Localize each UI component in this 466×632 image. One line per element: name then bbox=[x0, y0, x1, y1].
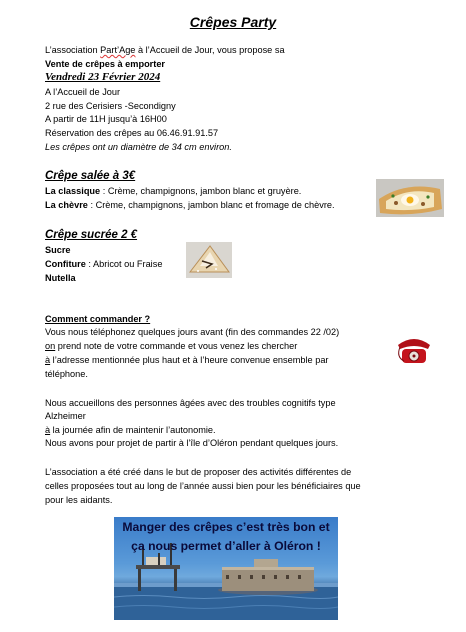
commander-line-4: téléphone. bbox=[45, 369, 88, 379]
commander-line-3 bbox=[45, 354, 328, 367]
accueil-line-2: Alzheimer bbox=[45, 411, 86, 421]
telephone-icon bbox=[392, 331, 436, 367]
item-chevre-name: La chèvre bbox=[45, 200, 88, 210]
event-place: A l’Accueil de Jour bbox=[45, 87, 121, 97]
item-confiture-desc: : Abricot ou Fraise bbox=[85, 259, 163, 269]
commander-line-1: Vous nous téléphonez quelques jours avant (fin des commandes 22 /02) bbox=[45, 327, 340, 337]
association-line-3: pour les aidants. bbox=[45, 495, 113, 505]
accueil-line-4: Nous avons pour projet de partir à l’île d’Oléron pendant quelques jours. bbox=[45, 438, 339, 448]
event-hours: A partir de 11H jusqu’à 16H00 bbox=[45, 114, 167, 124]
item-chevre-desc: : Crème, champignons, jambon blanc et fromage de chèvre. bbox=[87, 200, 335, 210]
item-confiture-name: Confiture bbox=[45, 259, 86, 269]
intro-line-2: Vente de crêpes à emporter bbox=[45, 59, 166, 69]
item-classique-desc: : Crème, champignons, jambon blanc et gruyère. bbox=[100, 186, 302, 196]
accueil-line-3 bbox=[45, 424, 216, 437]
commander-line-2-rest: prend note de votre commande et vous venez les chercher bbox=[55, 341, 298, 351]
commander-line-2-start: on bbox=[45, 341, 56, 351]
reservation-phone: Réservation des crêpes au 06.46.91.91.57 bbox=[45, 128, 219, 138]
event-address: 2 rue des Cerisiers -Secondigny bbox=[45, 101, 176, 111]
item-confiture bbox=[45, 258, 162, 271]
association-line-2: celles proposées tout au long de l’année aussi bien pour les bénéficiaires que bbox=[45, 481, 361, 491]
item-chevre bbox=[45, 199, 335, 212]
intro-line-1 bbox=[45, 44, 285, 57]
item-nutella: Nutella bbox=[45, 273, 76, 283]
item-classique-name: La classique bbox=[45, 186, 101, 196]
event-date: Vendredi 23 Février 2024 bbox=[45, 71, 161, 83]
savory-crepe-icon bbox=[376, 179, 444, 217]
banner-line-1: Manger des crêpes c’est très bon et bbox=[122, 520, 330, 534]
commander-line-2 bbox=[45, 340, 297, 353]
intro-suffix: à l’Accueil de Jour, vous propose sa bbox=[135, 45, 285, 55]
association-line-1: L’association a été créé dans le but de proposer des activités différentes de bbox=[45, 467, 352, 477]
fort-boyard-banner bbox=[114, 517, 338, 620]
crepe-diameter: Les crêpes ont un diamètre de 34 cm environ. bbox=[45, 142, 232, 152]
item-sucre: Sucre bbox=[45, 245, 71, 255]
sugar-crepe-icon bbox=[186, 242, 232, 278]
accueil-line-3-rest: la journée afin de maintenir l’autonomie. bbox=[50, 425, 216, 435]
banner-line-2: ça nous permet d’aller à Oléron ! bbox=[131, 539, 321, 553]
accueil-line-3-start: à bbox=[45, 425, 51, 435]
section-crepe-salee: Crêpe salée à 3€ bbox=[45, 170, 136, 182]
page-title: Crêpes Party bbox=[189, 14, 277, 30]
intro-prefix: L’association bbox=[45, 45, 101, 55]
accueil-line-1: Nous accueillons des personnes âgées avec des troubles cognitifs type bbox=[45, 398, 336, 408]
section-crepe-sucree: Crêpe sucrée 2 € bbox=[45, 229, 138, 241]
commander-line-3-rest: l’adresse mentionnée plus haut et à l’heure convenue ensemble par bbox=[50, 355, 329, 365]
section-commander: Comment commander ? bbox=[45, 314, 151, 324]
commander-line-3-start: à bbox=[45, 355, 51, 365]
org-name: Part’Age bbox=[100, 45, 136, 55]
item-classique bbox=[45, 185, 301, 198]
